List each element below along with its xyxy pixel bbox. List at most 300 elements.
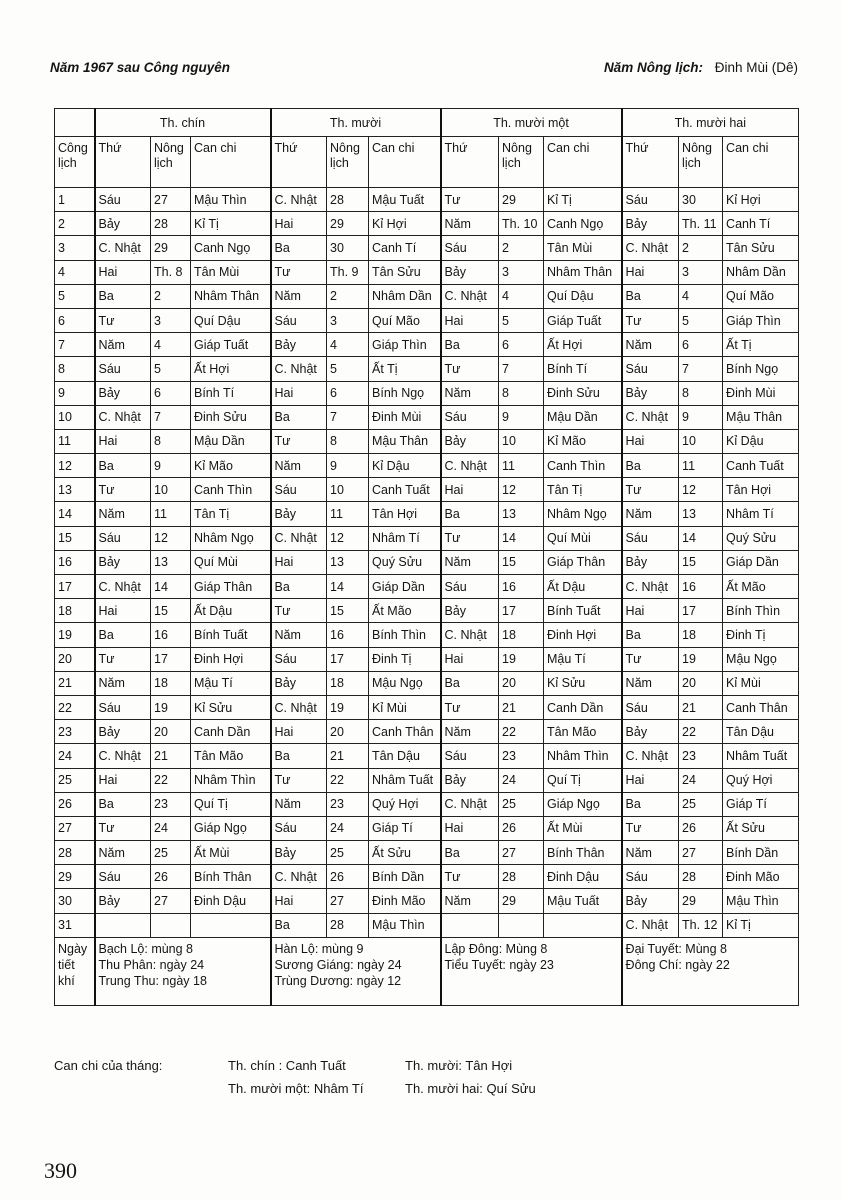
can-chi-cell: Mậu Tí xyxy=(544,647,622,671)
nong-lich-cell: 8 xyxy=(499,381,544,405)
thu-cell: Tư xyxy=(441,695,499,719)
nong-lich-cell xyxy=(499,913,544,937)
cong-lich-day-cell: 2 xyxy=(55,212,95,236)
nong-lich-cell: 27 xyxy=(151,188,191,212)
thu-cell: Năm xyxy=(622,502,679,526)
calendar-row xyxy=(55,526,799,550)
col-header-can-chi: Can chi xyxy=(191,137,271,188)
cong-lich-day-cell: 16 xyxy=(55,550,95,574)
thu-cell: Hai xyxy=(441,816,499,840)
thu-cell: Sáu xyxy=(622,526,679,550)
tiet-khi-label: Ngày tiết khí xyxy=(55,937,95,1005)
thu-cell: Hai xyxy=(271,889,327,913)
thu-cell: Sáu xyxy=(271,647,327,671)
cong-lich-day-cell: 9 xyxy=(55,381,95,405)
cong-lich-day-cell: 14 xyxy=(55,502,95,526)
nong-lich-cell: 6 xyxy=(499,333,544,357)
thu-cell: Bảy xyxy=(271,841,327,865)
thu-cell: C. Nhật xyxy=(271,357,327,381)
tiet-khi-item: Trung Thu: ngày 18 xyxy=(98,973,207,988)
thu-cell: Tư xyxy=(622,308,679,332)
thu-cell: C. Nhật xyxy=(271,188,327,212)
thu-cell: Ba xyxy=(622,454,679,478)
thu-cell: Ba xyxy=(95,792,151,816)
can-chi-cell: Nhâm Thìn xyxy=(544,744,622,768)
page-header-year: Năm 1967 sau Công nguyên xyxy=(50,60,231,75)
month-can-chi-12: Th. mười hai: Quí Sửu xyxy=(405,1081,536,1096)
thu-cell: Năm xyxy=(95,671,151,695)
month-header-9: Th. chín xyxy=(95,109,271,137)
can-chi-cell: Kỉ Tị xyxy=(544,188,622,212)
cong-lich-day-cell: 21 xyxy=(55,671,95,695)
nong-lich-cell: 25 xyxy=(679,792,723,816)
can-chi-cell: Ất Dậu xyxy=(544,575,622,599)
cong-lich-day-cell: 7 xyxy=(55,333,95,357)
thu-cell: Bảy xyxy=(441,599,499,623)
can-chi-cell: Giáp Tí xyxy=(369,816,441,840)
calendar-row xyxy=(55,647,799,671)
thu-cell: Năm xyxy=(441,720,499,744)
cong-lich-day-cell: 29 xyxy=(55,865,95,889)
nong-lich-cell xyxy=(151,913,191,937)
nong-lich-cell: 16 xyxy=(151,623,191,647)
nong-lich-cell: 18 xyxy=(327,671,369,695)
thu-cell: Tư xyxy=(271,260,327,284)
nong-lich-cell: 5 xyxy=(679,308,723,332)
thu-cell: Năm xyxy=(271,623,327,647)
nong-lich-cell: 11 xyxy=(151,502,191,526)
thu-cell: Sáu xyxy=(622,357,679,381)
col-header-nong-lich: Nông lịch xyxy=(151,137,191,188)
can-chi-cell: Bính Tí xyxy=(544,357,622,381)
thu-cell: Hai xyxy=(622,260,679,284)
nong-lich-cell: 4 xyxy=(679,284,723,308)
nong-lich-cell: 9 xyxy=(151,454,191,478)
thu-cell: C. Nhật xyxy=(271,526,327,550)
can-chi-cell: Tân Mão xyxy=(544,720,622,744)
nong-lich-cell: 7 xyxy=(679,357,723,381)
nong-lich-cell: 3 xyxy=(499,260,544,284)
can-chi-cell: Quý Sửu xyxy=(369,550,441,574)
can-chi-cell: Quí Mùi xyxy=(544,526,622,550)
cong-lich-day-cell: 5 xyxy=(55,284,95,308)
can-chi-cell: Đinh Dậu xyxy=(191,889,271,913)
can-chi-cell: Nhâm Dần xyxy=(723,260,799,284)
thu-cell: Bảy xyxy=(95,889,151,913)
can-chi-cell: Bính Tuất xyxy=(191,623,271,647)
calendar-row xyxy=(55,405,799,429)
can-chi-cell: Giáp Dần xyxy=(723,550,799,574)
cong-lich-day-cell: 26 xyxy=(55,792,95,816)
nong-lich-cell: 14 xyxy=(151,575,191,599)
thu-cell: C. Nhật xyxy=(441,284,499,308)
can-chi-cell xyxy=(191,913,271,937)
tiet-khi-item: Đông Chí: ngày 22 xyxy=(625,957,730,972)
nong-lich-cell: 20 xyxy=(679,671,723,695)
nong-lich-cell: 21 xyxy=(151,744,191,768)
page-header-lunar-year xyxy=(604,60,798,75)
nong-lich-cell: 24 xyxy=(151,816,191,840)
can-chi-cell: Mậu Dần xyxy=(191,429,271,453)
col-header-thu: Thứ xyxy=(95,137,151,188)
nong-lich-cell: 15 xyxy=(679,550,723,574)
nong-lich-cell: 23 xyxy=(499,744,544,768)
thu-cell: Sáu xyxy=(622,188,679,212)
month-can-chi-9: Th. chín : Canh Tuất xyxy=(228,1058,346,1073)
can-chi-cell: Tân Hợi xyxy=(369,502,441,526)
thu-cell: Tư xyxy=(441,865,499,889)
can-chi-cell: Kỉ Sửu xyxy=(191,695,271,719)
tiet-khi-month-10 xyxy=(271,937,441,1005)
tiet-khi-item: Tiểu Tuyết: ngày 23 xyxy=(444,957,554,972)
thu-cell: Năm xyxy=(441,381,499,405)
thu-cell: Ba xyxy=(271,913,327,937)
nong-lich-cell: 30 xyxy=(327,236,369,260)
nong-lich-cell: 19 xyxy=(499,647,544,671)
thu-cell: Ba xyxy=(271,575,327,599)
can-chi-cell: Mậu Tuất xyxy=(369,188,441,212)
calendar-row xyxy=(55,478,799,502)
can-chi-cell: Đinh Mão xyxy=(369,889,441,913)
lunar-year-label: Năm Nông lịch: xyxy=(603,60,703,75)
can-chi-cell: Canh Thìn xyxy=(191,478,271,502)
can-chi-cell: Kỉ Mão xyxy=(544,429,622,453)
can-chi-cell: Ất Dậu xyxy=(191,599,271,623)
cong-lich-day-cell: 3 xyxy=(55,236,95,260)
can-chi-cell: Ất Sửu xyxy=(369,841,441,865)
nong-lich-cell: 24 xyxy=(327,816,369,840)
thu-cell: Hai xyxy=(622,768,679,792)
col-header-nong-lich: Nông lịch xyxy=(499,137,544,188)
nong-lich-cell: 26 xyxy=(327,865,369,889)
nong-lich-cell: 5 xyxy=(151,357,191,381)
can-chi-cell: Giáp Tuất xyxy=(191,333,271,357)
can-chi-cell: Tân Mùi xyxy=(191,260,271,284)
thu-cell: Tư xyxy=(95,308,151,332)
thu-cell: C. Nhật xyxy=(622,575,679,599)
thu-cell: Ba xyxy=(95,623,151,647)
can-chi-cell: Quí Dậu xyxy=(191,308,271,332)
thu-cell: Tư xyxy=(441,188,499,212)
thu-cell: Hai xyxy=(271,550,327,574)
page-number: 390 xyxy=(44,1158,77,1183)
cong-lich-day-cell: 22 xyxy=(55,695,95,719)
thu-cell: C. Nhật xyxy=(95,236,151,260)
can-chi-cell: Tân Tị xyxy=(544,478,622,502)
thu-cell: Bảy xyxy=(271,502,327,526)
cong-lich-day-cell: 17 xyxy=(55,575,95,599)
nong-lich-cell: 5 xyxy=(327,357,369,381)
cong-lich-day-cell: 4 xyxy=(55,260,95,284)
thu-cell: Tư xyxy=(441,526,499,550)
thu-cell: Bảy xyxy=(441,429,499,453)
cong-lich-day-cell: 18 xyxy=(55,599,95,623)
calendar-body xyxy=(55,188,799,938)
thu-cell: Năm xyxy=(441,550,499,574)
nong-lich-cell: 14 xyxy=(327,575,369,599)
nong-lich-cell: 16 xyxy=(499,575,544,599)
thu-cell: Ba xyxy=(441,333,499,357)
cong-lich-day-cell: 11 xyxy=(55,429,95,453)
thu-cell: Năm xyxy=(271,792,327,816)
nong-lich-cell: 12 xyxy=(151,526,191,550)
nong-lich-cell: 29 xyxy=(679,889,723,913)
col-header-can-chi: Can chi xyxy=(723,137,799,188)
can-chi-cell: Canh Dần xyxy=(191,720,271,744)
nong-lich-cell: 29 xyxy=(499,889,544,913)
nong-lich-cell: 6 xyxy=(151,381,191,405)
nong-lich-cell: 10 xyxy=(499,429,544,453)
can-chi-cell: Bính Tí xyxy=(191,381,271,405)
can-chi-cell: Kỉ Dậu xyxy=(723,429,799,453)
tiet-khi-item: Thu Phân: ngày 24 xyxy=(98,957,205,972)
can-chi-cell: Kỉ Hợi xyxy=(369,212,441,236)
nong-lich-cell: 21 xyxy=(499,695,544,719)
tiet-khi-month-11 xyxy=(441,937,622,1005)
calendar-row xyxy=(55,841,799,865)
can-chi-cell: Mậu Ngọ xyxy=(723,647,799,671)
thu-cell: Bảy xyxy=(95,212,151,236)
calendar-row xyxy=(55,768,799,792)
thu-cell: Sáu xyxy=(95,695,151,719)
calendar-row xyxy=(55,671,799,695)
can-chi-cell: Mậu Thân xyxy=(369,429,441,453)
can-chi-cell: Ất Hợi xyxy=(544,333,622,357)
can-chi-cell: Tân Mùi xyxy=(544,236,622,260)
nong-lich-cell: 28 xyxy=(679,865,723,889)
thu-cell: Tư xyxy=(622,647,679,671)
cong-lich-day-cell: 27 xyxy=(55,816,95,840)
nong-lich-cell: 13 xyxy=(499,502,544,526)
nong-lich-cell: 25 xyxy=(151,841,191,865)
can-chi-cell: Canh Tí xyxy=(723,212,799,236)
thu-cell: Hai xyxy=(441,308,499,332)
can-chi-cell: Ất Mùi xyxy=(191,841,271,865)
nong-lich-cell: 22 xyxy=(327,768,369,792)
thu-cell: Hai xyxy=(271,381,327,405)
thu-cell: Tư xyxy=(95,647,151,671)
nong-lich-cell: 13 xyxy=(679,502,723,526)
nong-lich-cell: 18 xyxy=(679,623,723,647)
thu-cell xyxy=(441,913,499,937)
thu-cell: C. Nhật xyxy=(271,865,327,889)
calendar-row xyxy=(55,792,799,816)
can-chi-cell: Kỉ Mùi xyxy=(369,695,441,719)
can-chi-cell: Mậu Tí xyxy=(191,671,271,695)
can-chi-cell: Đinh Tị xyxy=(369,647,441,671)
thu-cell: Ba xyxy=(622,284,679,308)
nong-lich-cell: 19 xyxy=(679,647,723,671)
nong-lich-cell: 2 xyxy=(327,284,369,308)
month-can-chi-11: Th. mười một: Nhâm Tí xyxy=(228,1081,364,1096)
can-chi-cell: Mậu Thìn xyxy=(723,889,799,913)
can-chi-cell: Bính Ngọ xyxy=(369,381,441,405)
can-chi-cell: Canh Dần xyxy=(544,695,622,719)
cong-lich-day-cell: 20 xyxy=(55,647,95,671)
thu-cell: Hai xyxy=(441,647,499,671)
thu-cell: Bảy xyxy=(95,381,151,405)
nong-lich-cell: 4 xyxy=(499,284,544,308)
thu-cell: C. Nhật xyxy=(622,913,679,937)
can-chi-cell: Kỉ Mùi xyxy=(723,671,799,695)
thu-cell: Bảy xyxy=(95,550,151,574)
thu-cell: Sáu xyxy=(441,236,499,260)
thu-cell: Ba xyxy=(95,454,151,478)
thu-cell: Ba xyxy=(271,236,327,260)
col-header-thu: Thứ xyxy=(271,137,327,188)
cong-lich-day-cell: 12 xyxy=(55,454,95,478)
nong-lich-cell: 23 xyxy=(327,792,369,816)
nong-lich-cell: Th. 9 xyxy=(327,260,369,284)
thu-cell: Hai xyxy=(95,599,151,623)
can-chi-cell: Ất Mão xyxy=(369,599,441,623)
can-chi-cell: Kỉ Tị xyxy=(723,913,799,937)
nong-lich-cell: 3 xyxy=(151,308,191,332)
can-chi-cell: Mậu Tuất xyxy=(544,889,622,913)
calendar-row xyxy=(55,357,799,381)
can-chi-cell: Kỉ Sửu xyxy=(544,671,622,695)
nong-lich-cell: 19 xyxy=(327,695,369,719)
nong-lich-cell: 26 xyxy=(151,865,191,889)
thu-cell: C. Nhật xyxy=(441,792,499,816)
tiet-khi-row xyxy=(55,937,799,1005)
can-chi-cell: Tân Tị xyxy=(191,502,271,526)
can-chi-cell: Mậu Ngọ xyxy=(369,671,441,695)
thu-cell: Ba xyxy=(441,502,499,526)
thu-cell: Bảy xyxy=(95,720,151,744)
nong-lich-cell: 29 xyxy=(151,236,191,260)
thu-cell: Ba xyxy=(441,671,499,695)
col-header-can-chi: Can chi xyxy=(544,137,622,188)
tiet-khi-item: Trùng Dương: ngày 12 xyxy=(274,973,402,988)
can-chi-cell: Canh Thìn xyxy=(544,454,622,478)
can-chi-cell: Nhâm Tí xyxy=(369,526,441,550)
thu-cell: C. Nhật xyxy=(622,744,679,768)
cong-lich-day-cell: 15 xyxy=(55,526,95,550)
thu-cell: C. Nhật xyxy=(441,623,499,647)
calendar-row xyxy=(55,695,799,719)
can-chi-cell: Đinh Mùi xyxy=(723,381,799,405)
nong-lich-cell: 20 xyxy=(327,720,369,744)
thu-cell: C. Nhật xyxy=(95,575,151,599)
tiet-khi-month-9 xyxy=(95,937,271,1005)
can-chi-cell: Giáp Tuất xyxy=(544,308,622,332)
can-chi-cell: Giáp Thân xyxy=(544,550,622,574)
can-chi-cell xyxy=(544,913,622,937)
nong-lich-cell: 7 xyxy=(151,405,191,429)
calendar-row xyxy=(55,550,799,574)
thu-cell: Ba xyxy=(271,744,327,768)
calendar-row xyxy=(55,188,799,212)
nong-lich-cell: 17 xyxy=(499,599,544,623)
nong-lich-cell: 10 xyxy=(327,478,369,502)
nong-lich-cell: 4 xyxy=(151,333,191,357)
thu-cell: Ba xyxy=(622,792,679,816)
nong-lich-cell: 10 xyxy=(679,429,723,453)
can-chi-cell: Giáp Thân xyxy=(191,575,271,599)
can-chi-cell: Nhâm Ngọ xyxy=(544,502,622,526)
thu-cell: Năm xyxy=(95,841,151,865)
thu-cell: C. Nhật xyxy=(95,744,151,768)
can-chi-cell: Bính Dần xyxy=(369,865,441,889)
thu-cell: Sáu xyxy=(441,575,499,599)
thu-cell: C. Nhật xyxy=(622,236,679,260)
can-chi-cell: Quý Hợi xyxy=(369,792,441,816)
nong-lich-cell: 12 xyxy=(327,526,369,550)
thu-cell: Hai xyxy=(95,429,151,453)
nong-lich-cell: 7 xyxy=(327,405,369,429)
nong-lich-cell: 27 xyxy=(499,841,544,865)
nong-lich-cell: 15 xyxy=(151,599,191,623)
nong-lich-cell: 25 xyxy=(327,841,369,865)
calendar-row xyxy=(55,260,799,284)
nong-lich-cell: 11 xyxy=(499,454,544,478)
nong-lich-cell: 24 xyxy=(679,768,723,792)
thu-cell: C. Nhật xyxy=(271,695,327,719)
can-chi-cell: Giáp Ngọ xyxy=(544,792,622,816)
can-chi-cell: Tân Sửu xyxy=(369,260,441,284)
nong-lich-cell: 8 xyxy=(151,429,191,453)
nong-lich-cell: 25 xyxy=(499,792,544,816)
nong-lich-cell: Th. 12 xyxy=(679,913,723,937)
nong-lich-cell: 19 xyxy=(151,695,191,719)
nong-lich-cell: 5 xyxy=(499,308,544,332)
thu-cell: Hai xyxy=(271,720,327,744)
can-chi-cell: Kỉ Mão xyxy=(191,454,271,478)
nong-lich-cell: Th. 11 xyxy=(679,212,723,236)
thu-cell: Sáu xyxy=(441,405,499,429)
nong-lich-cell: 11 xyxy=(679,454,723,478)
calendar-row xyxy=(55,720,799,744)
thu-cell: Bảy xyxy=(441,260,499,284)
nong-lich-cell: 28 xyxy=(327,188,369,212)
can-chi-cell: Ất Mão xyxy=(723,575,799,599)
thu-cell: Hai xyxy=(95,260,151,284)
thu-cell: Sáu xyxy=(622,865,679,889)
can-chi-cell: Ất Tị xyxy=(723,333,799,357)
cong-lich-day-cell: 23 xyxy=(55,720,95,744)
thu-cell: Sáu xyxy=(95,357,151,381)
can-chi-cell: Mậu Thân xyxy=(723,405,799,429)
nong-lich-cell: 27 xyxy=(327,889,369,913)
column-header-row xyxy=(55,137,799,188)
can-chi-cell: Tân Mão xyxy=(191,744,271,768)
nong-lich-cell: 28 xyxy=(499,865,544,889)
cong-lich-day-cell: 25 xyxy=(55,768,95,792)
can-chi-cell: Mậu Dần xyxy=(544,405,622,429)
can-chi-cell: Đinh Mùi xyxy=(369,405,441,429)
can-chi-cell: Nhâm Thìn xyxy=(191,768,271,792)
nong-lich-cell: 30 xyxy=(679,188,723,212)
calendar-row xyxy=(55,744,799,768)
can-chi-cell: Canh Thân xyxy=(369,720,441,744)
thu-cell: Sáu xyxy=(95,865,151,889)
thu-cell: Năm xyxy=(271,284,327,308)
can-chi-cell: Nhâm Tuất xyxy=(369,768,441,792)
tiet-khi-month-12 xyxy=(622,937,799,1005)
corner-cell xyxy=(55,109,95,137)
thu-cell: Sáu xyxy=(95,188,151,212)
can-chi-cell: Quí Mùi xyxy=(191,550,271,574)
can-chi-cell: Tân Sửu xyxy=(723,236,799,260)
can-chi-cell: Ất Mùi xyxy=(544,816,622,840)
can-chi-cell: Tân Dậu xyxy=(723,720,799,744)
can-chi-cell: Giáp Thìn xyxy=(723,308,799,332)
thu-cell: Bảy xyxy=(441,768,499,792)
can-chi-cell: Mậu Thìn xyxy=(191,188,271,212)
can-chi-cell: Canh Thân xyxy=(723,695,799,719)
thu-cell: Sáu xyxy=(622,695,679,719)
